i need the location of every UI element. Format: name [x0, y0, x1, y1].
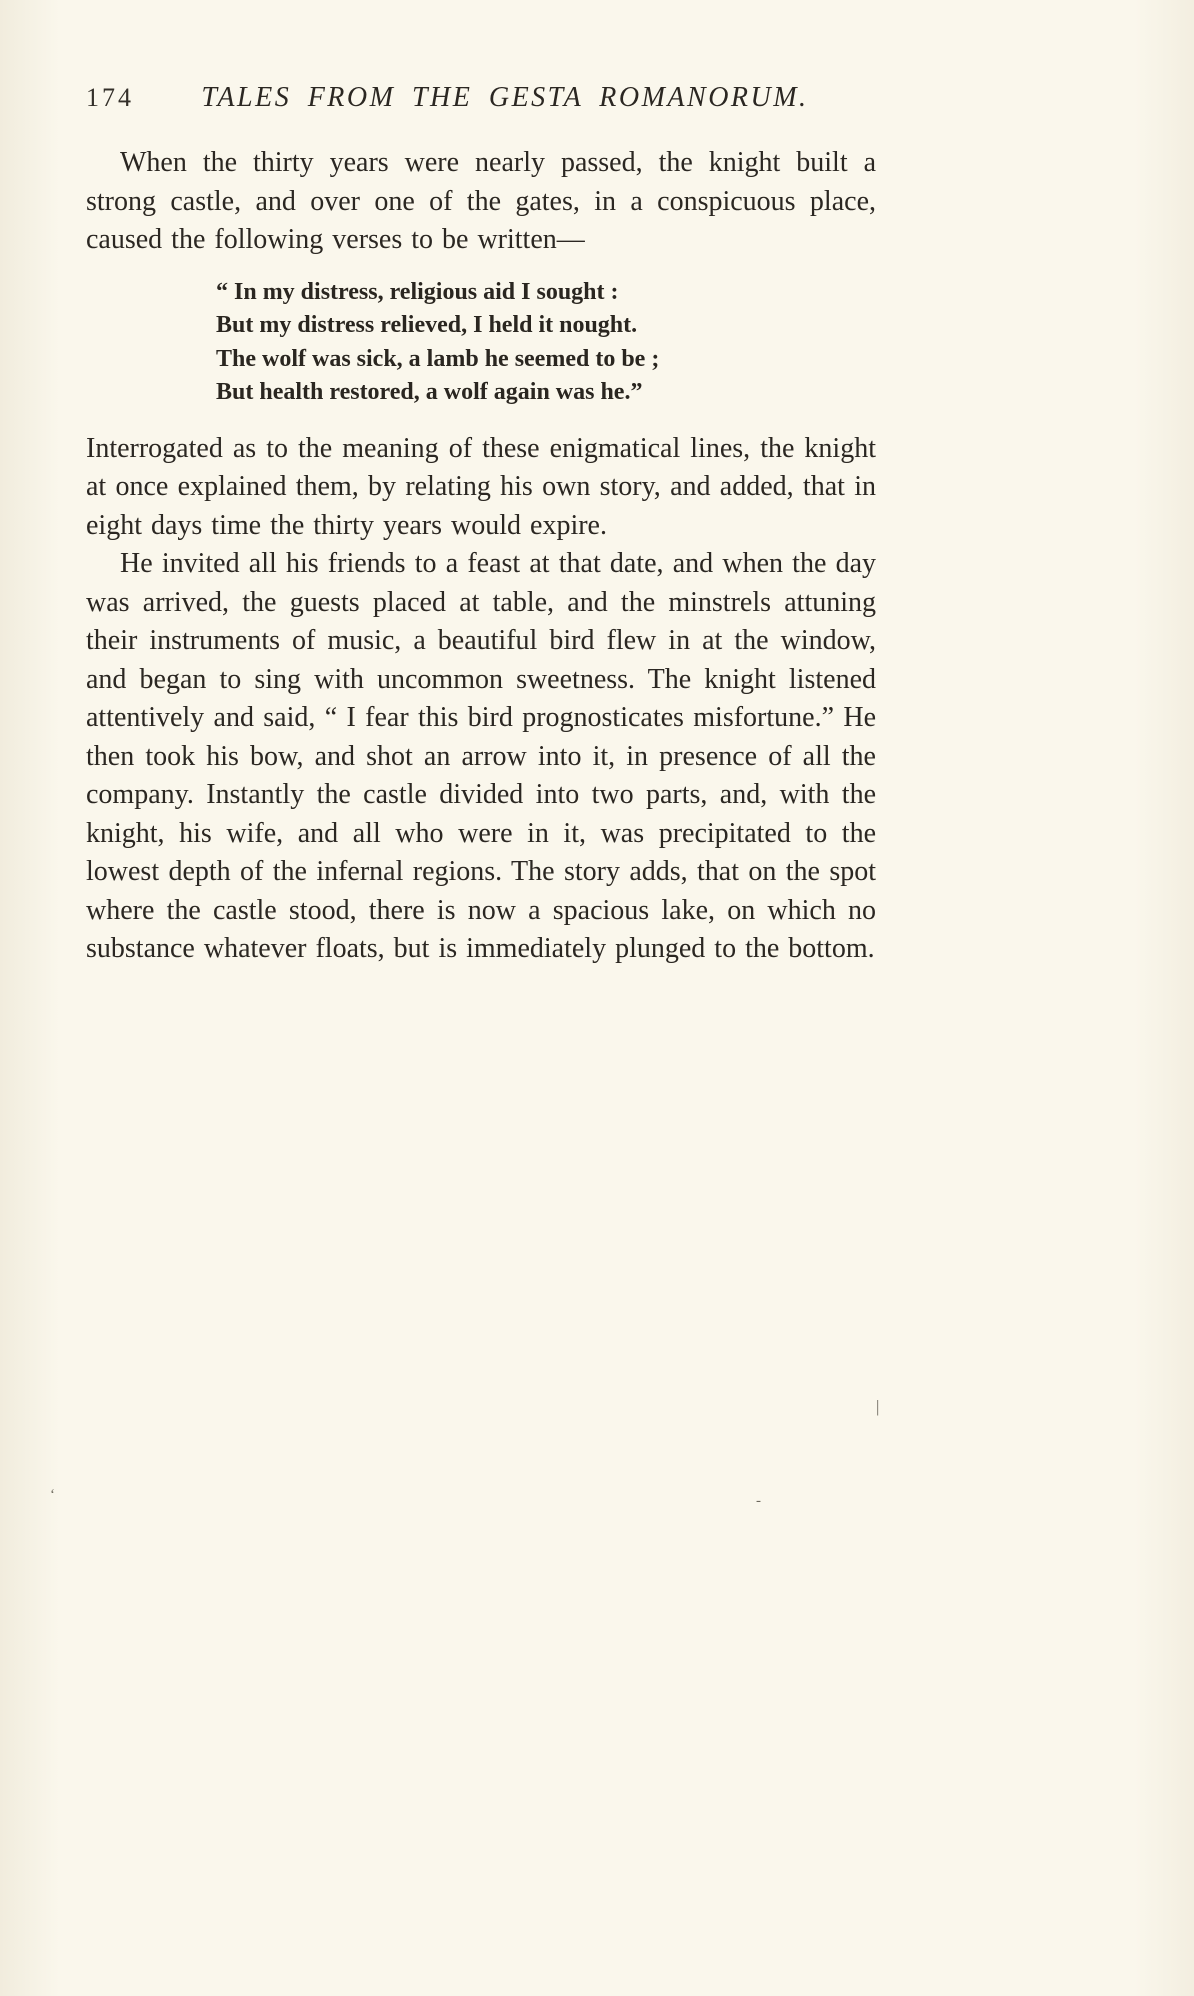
verse-line: But health restored, a wolf again was he.”	[216, 379, 643, 405]
running-header	[86, 82, 876, 114]
verse-line: But my distress relieved, I held it nought.	[216, 312, 638, 338]
scan-artifact: |	[876, 1397, 880, 1416]
paragraph: Interrogated as to the meaning of these enigmatical lines, the knight at once explained them, by relating his own story, and added, that in eight days time the thirty years would expire.	[86, 432, 876, 541]
scan-artifact: ʻ	[50, 1487, 55, 1503]
paragraph: When the thirty years were nearly passed, the knight built a strong castle, and over one of the gates, in a conspicuous place, caused the following verses to be written—	[86, 147, 876, 255]
page-number: 174	[86, 83, 134, 112]
scan-artifact: -	[756, 1493, 761, 1509]
verse-line: The wolf was sick, a lamb he seemed to be ;	[216, 345, 660, 372]
verse-line: “ In my distress, religious aid I sought :	[216, 278, 619, 305]
body-text	[86, 144, 876, 969]
page-title: TALES FROM THE GESTA ROMANORUM.	[201, 82, 809, 113]
verse-block	[216, 276, 876, 410]
paragraph: He invited all his friends to a feast at that date, and when the day was arrived, the guests placed at table, and the minstrels attuning their instruments of music, a beautiful bird flew in at the window, and began to sing with uncommon sweetness. The knight listened attentively and said, “ I fear this bird prognosticates misfortune.” He then took his bow, and shot an arrow into it, in presence of all the company. Instantly the castle divided into two parts, and, with the knight, his wife, and all who were in it, was precipitated to the lowest depth of the infernal regions. The story adds, that on the spot where the castle stood, there is now a spacious lake, on which no substance whatever floats, but is immediately plunged to the bottom.	[86, 548, 876, 964]
